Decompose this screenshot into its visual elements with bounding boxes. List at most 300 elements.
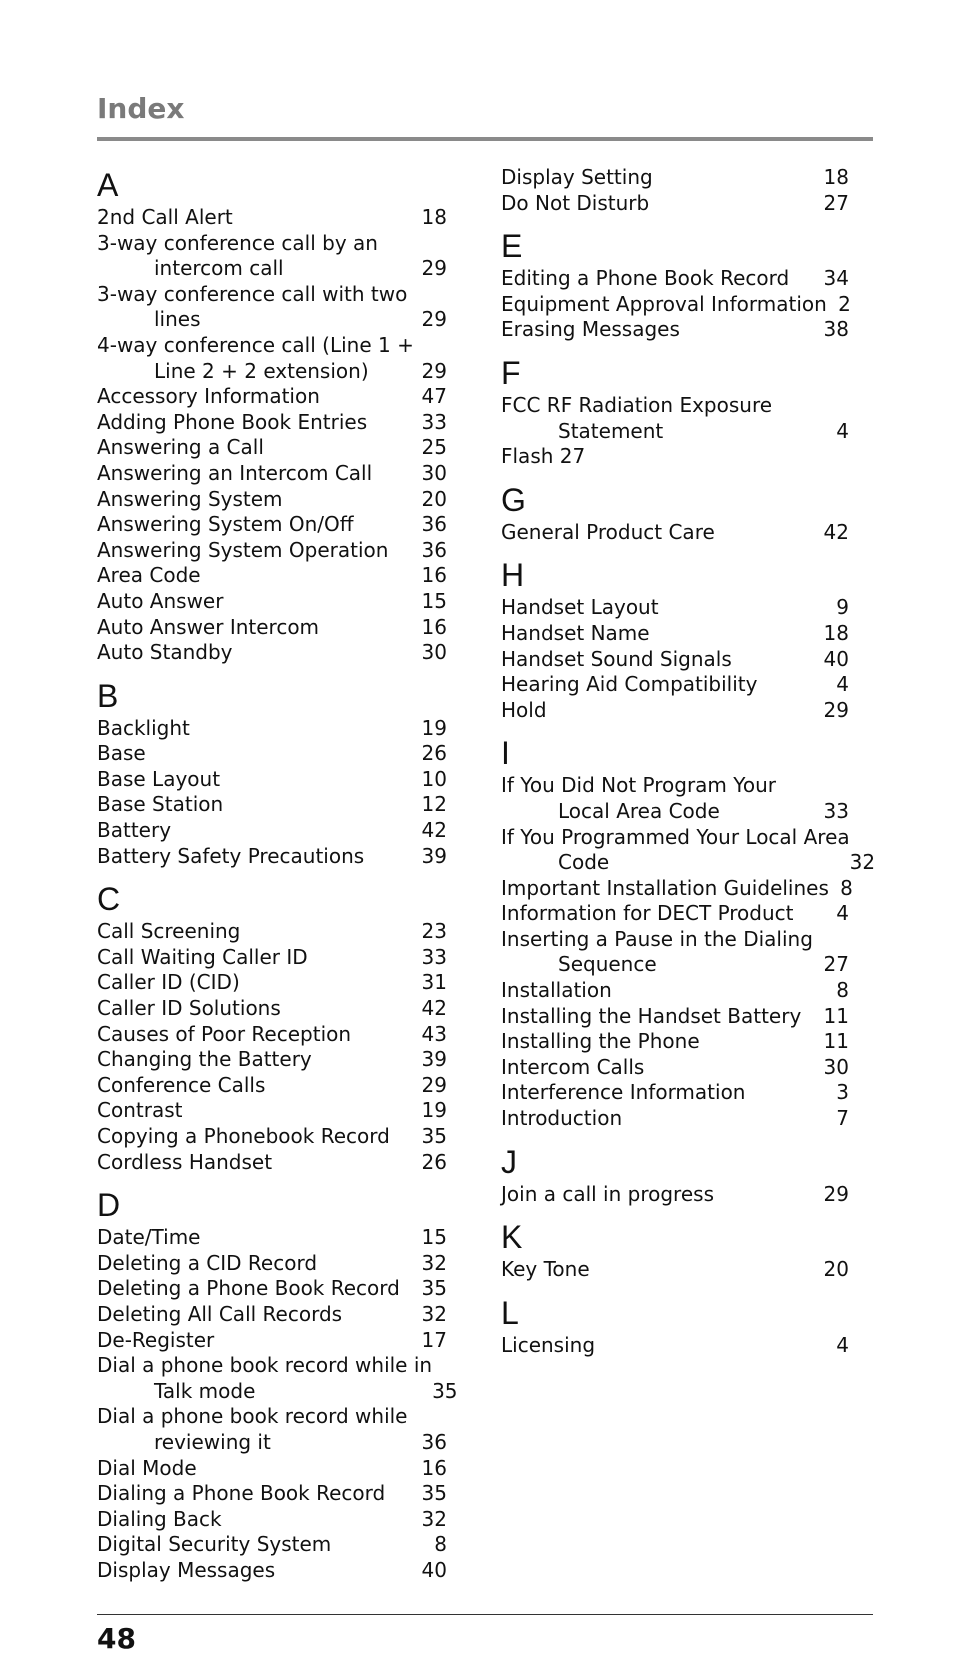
section-letter: J <box>501 1143 517 1180</box>
entry-term-text: Battery Safety Precautions <box>97 843 365 868</box>
entry-term <box>501 1106 622 1132</box>
entry-term <box>97 1098 182 1124</box>
index-entry <box>97 333 447 384</box>
entry-page-number: 35 <box>421 1481 447 1506</box>
entry-term-text: Dialing Back <box>97 1506 222 1531</box>
entry-page-number: 32 <box>421 1301 447 1326</box>
entry-term <box>97 1124 390 1150</box>
entry-page-number: 20 <box>421 486 447 511</box>
entry-term <box>501 672 757 698</box>
index-entry <box>97 767 447 793</box>
index-entry <box>97 1456 447 1482</box>
index-entry <box>501 901 849 927</box>
entry-term <box>501 698 547 724</box>
entry-term <box>501 444 585 470</box>
section-letter: B <box>97 677 119 714</box>
entry-page-number: 16 <box>421 614 447 639</box>
index-entry <box>501 1333 849 1359</box>
entry-term-text: Date/Time <box>97 1225 201 1250</box>
entry-term-text: Battery <box>97 818 172 843</box>
entry-term-text: FCC RF Radiation Exposure <box>501 392 773 417</box>
entry-page-number: 18 <box>421 205 447 229</box>
index-entry <box>97 1022 447 1048</box>
entry-term-text: Flash 27 <box>501 444 586 469</box>
entry-page-number: 10 <box>421 766 447 791</box>
entry-term-continuation: lines <box>154 307 201 332</box>
entry-term <box>97 844 364 870</box>
entry-page-number: 33 <box>823 798 849 823</box>
entry-term-text: Hold <box>501 697 547 722</box>
index-section <box>501 1142 849 1208</box>
index-entry <box>97 919 447 945</box>
entry-term <box>97 512 354 538</box>
entry-term-text: Do Not Disturb <box>501 190 650 215</box>
entry-term <box>97 333 414 384</box>
entry-term <box>501 825 850 876</box>
entry-page-number: 42 <box>421 996 447 1021</box>
entry-term-text: Auto Answer Intercom <box>97 614 320 639</box>
entry-term-text: Changing the Battery <box>97 1047 312 1072</box>
entry-page-number: 15 <box>421 588 447 613</box>
index-entry <box>501 1055 849 1081</box>
entry-term-continuation: Sequence <box>558 952 657 977</box>
entry-term <box>97 615 319 641</box>
entry-term-text: Causes of Poor Reception <box>97 1021 352 1046</box>
entry-term <box>97 435 264 461</box>
entry-term <box>97 538 388 564</box>
entry-term <box>501 1029 700 1055</box>
index-entry <box>97 538 447 564</box>
entry-term-text: If You Did Not Program Your <box>501 773 776 798</box>
index-entry <box>501 698 849 724</box>
entry-term-text: General Product Care <box>501 519 715 544</box>
entry-term <box>97 996 281 1022</box>
index-section <box>501 353 849 470</box>
entry-term <box>501 266 789 292</box>
index-entry <box>97 461 447 487</box>
index-entry <box>501 292 849 318</box>
entry-page-number: 39 <box>421 1047 447 1072</box>
entry-page-number: 43 <box>421 1021 447 1046</box>
entry-page-number: 36 <box>421 512 447 537</box>
entry-term <box>501 876 829 902</box>
entry-term-text: Display Setting <box>501 165 653 189</box>
index-entry <box>97 1047 447 1073</box>
index-entry <box>97 384 447 410</box>
index-section <box>97 165 447 666</box>
entry-page-number: 26 <box>421 741 447 766</box>
index-entry <box>97 1353 458 1404</box>
index-entry <box>97 640 447 666</box>
entry-term-continuation: Statement <box>558 418 664 443</box>
entry-term <box>97 1073 265 1099</box>
entry-term-continuation: reviewing it <box>154 1429 271 1454</box>
entry-term-text: Contrast <box>97 1098 183 1123</box>
entry-term-text: Deleting a CID Record <box>97 1250 318 1275</box>
index-entry <box>501 595 849 621</box>
index-entry <box>97 996 447 1022</box>
entry-term <box>97 205 233 231</box>
index-section <box>97 676 447 870</box>
index-entry <box>97 231 447 282</box>
index-section <box>501 1217 849 1283</box>
entry-term-text: Dial a phone book record while in <box>97 1353 433 1378</box>
index-entry <box>501 647 849 673</box>
entry-page-number: 2 <box>838 291 851 316</box>
entry-page-number: 25 <box>421 435 447 460</box>
entry-term-continuation: intercom call <box>154 256 284 281</box>
entry-term <box>501 1333 595 1359</box>
entry-term <box>97 410 367 436</box>
entry-page-number: 4 <box>836 901 849 926</box>
index-entry <box>97 487 447 513</box>
index-entry <box>97 410 447 436</box>
entry-term-text: Answering an Intercom Call <box>97 460 373 485</box>
index-entry <box>97 1124 447 1150</box>
entry-term <box>501 621 650 647</box>
entry-term-text: Base Layout <box>97 766 221 791</box>
entry-page-number: 16 <box>421 563 447 588</box>
entry-page-number: 30 <box>421 460 447 485</box>
entry-term-text: Dialing a Phone Book Record <box>97 1481 386 1506</box>
index-entry <box>97 1328 447 1354</box>
entry-page-number: 32 <box>421 1250 447 1275</box>
index-entry <box>97 1251 447 1277</box>
entry-term <box>97 1022 351 1048</box>
entry-page-number: 9 <box>836 595 849 620</box>
index-section <box>501 555 849 723</box>
index-entry <box>97 589 447 615</box>
entry-term-text: 3-way conference call with two <box>97 281 408 306</box>
entry-page-number: 36 <box>421 537 447 562</box>
entry-term-text: Editing a Phone Book Record <box>501 266 790 291</box>
entry-term <box>501 317 680 343</box>
entry-page-number: 33 <box>421 409 447 434</box>
index-section <box>501 1293 849 1359</box>
entry-term-text: Introduction <box>501 1106 623 1131</box>
entry-term-text: Call Screening <box>97 919 241 944</box>
section-letter: I <box>501 735 510 772</box>
index-entry <box>501 1182 849 1208</box>
entry-page-number: 38 <box>823 317 849 342</box>
section-letter: G <box>501 481 526 518</box>
entry-term <box>97 461 372 487</box>
index-entry <box>501 317 849 343</box>
index-entry <box>501 393 849 444</box>
entry-term <box>97 767 220 793</box>
entry-term-text: Digital Security System <box>97 1532 332 1557</box>
index-entry <box>501 1257 849 1283</box>
section-letter: H <box>501 557 525 594</box>
index-entry <box>97 1098 447 1124</box>
entry-term-text: Installing the Handset Battery <box>501 1003 802 1028</box>
index-entry <box>501 927 849 978</box>
entry-term-text: Important Installation Guidelines <box>501 875 829 900</box>
entry-term-text: Base <box>97 741 146 766</box>
entry-page-number: 23 <box>421 919 447 944</box>
entry-term <box>97 1532 331 1558</box>
entry-term-text: Answering a Call <box>97 435 264 460</box>
index-entry <box>501 978 849 1004</box>
page-title: Index <box>97 92 185 125</box>
entry-page-number: 39 <box>421 843 447 868</box>
entry-page-number: 18 <box>823 165 849 189</box>
entry-page-number: 8 <box>836 978 849 1003</box>
entry-term-text: Conference Calls <box>97 1072 266 1097</box>
index-entry <box>501 1004 849 1030</box>
entry-term-text: De-Register <box>97 1327 215 1352</box>
index-entry <box>97 741 447 767</box>
entry-term <box>97 1225 201 1251</box>
entry-term-text: Interference Information <box>501 1080 746 1105</box>
entry-term <box>97 563 201 589</box>
entry-page-number: 4 <box>836 672 849 697</box>
entry-term <box>97 1456 197 1482</box>
entry-term-text: Handset Sound Signals <box>501 646 732 671</box>
entry-term <box>501 901 794 927</box>
entry-page-number: 34 <box>823 266 849 291</box>
index-entry <box>97 205 447 231</box>
entry-term <box>501 393 772 444</box>
entry-term <box>97 1481 385 1507</box>
entry-page-number: 42 <box>823 519 849 544</box>
entry-page-number: 29 <box>421 358 447 383</box>
section-letter: D <box>97 1187 121 1224</box>
entry-page-number: 4 <box>836 1332 849 1357</box>
index-entry <box>501 824 876 876</box>
entry-term <box>501 1182 714 1208</box>
index-section <box>97 1185 458 1583</box>
index-entry <box>97 792 447 818</box>
entry-page-number: 26 <box>421 1149 447 1174</box>
entry-term <box>501 1055 644 1081</box>
entry-term <box>97 970 240 996</box>
index-entry <box>97 1276 447 1302</box>
entry-term <box>501 1257 590 1283</box>
index-entry <box>501 875 853 902</box>
index-entry <box>97 1532 447 1558</box>
entry-term <box>97 945 308 971</box>
entry-term-text: Equipment Approval Information <box>501 291 827 316</box>
entry-page-number: 30 <box>823 1054 849 1079</box>
entry-page-number: 42 <box>421 818 447 843</box>
index-entry <box>97 615 447 641</box>
index-entry <box>97 1481 447 1507</box>
entry-term-text: Display Messages <box>97 1557 276 1582</box>
entry-page-number: 32 <box>849 850 876 875</box>
entry-page-number: 11 <box>823 1029 849 1054</box>
entry-term <box>501 773 776 824</box>
section-letter: E <box>501 228 523 265</box>
index-entry <box>97 435 447 461</box>
index-entry <box>97 1302 447 1328</box>
entry-page-number: 27 <box>823 190 849 215</box>
index-entry <box>501 444 849 470</box>
entry-term-text: Copying a Phonebook Record <box>97 1124 390 1148</box>
entry-term <box>97 282 407 333</box>
entry-term-text: Adding Phone Book Entries <box>97 409 368 434</box>
entry-term <box>501 292 827 318</box>
entry-term-text: 4-way conference call (Line 1 + <box>97 332 414 357</box>
entry-term <box>97 716 190 742</box>
entry-term-text: Information for DECT Product <box>501 901 794 926</box>
entry-term-text: Intercom Calls <box>501 1054 645 1079</box>
entry-term <box>97 1507 222 1533</box>
index-entry <box>97 844 447 870</box>
entry-term <box>501 191 649 217</box>
index-entry <box>97 1558 447 1584</box>
entry-term <box>501 595 659 621</box>
index-column-left <box>97 165 458 1594</box>
section-letter: F <box>501 354 521 391</box>
entry-term <box>97 741 146 767</box>
index-entry <box>501 165 849 191</box>
entry-page-number: 19 <box>421 1098 447 1123</box>
entry-page-number: 7 <box>836 1106 849 1131</box>
entry-page-number: 32 <box>421 1506 447 1531</box>
entry-term <box>97 1047 312 1073</box>
entry-page-number: 35 <box>421 1276 447 1301</box>
entry-term <box>97 818 171 844</box>
entry-page-number: 35 <box>421 1124 447 1148</box>
index-entry <box>97 1404 447 1455</box>
entry-term-text: Area Code <box>97 563 201 588</box>
index-entry <box>501 1080 849 1106</box>
entry-page-number: 20 <box>823 1257 849 1282</box>
entry-term-text: Deleting All Call Records <box>97 1301 343 1326</box>
entry-page-number: 40 <box>823 646 849 671</box>
entry-page-number: 29 <box>823 697 849 722</box>
entry-term-text: Base Station <box>97 792 224 817</box>
index-entry <box>97 1225 447 1251</box>
entry-term-text: Dial Mode <box>97 1455 197 1480</box>
index-entry <box>501 191 849 217</box>
entry-term-text: Caller ID Solutions <box>97 996 281 1021</box>
entry-page-number: 29 <box>823 1181 849 1206</box>
entry-term-text: Inserting a Pause in the Dialing <box>501 926 813 951</box>
entry-page-number: 17 <box>421 1327 447 1352</box>
entry-term <box>97 1150 272 1176</box>
entry-term <box>97 1353 432 1404</box>
entry-term-text: 3-way conference call by an <box>97 230 378 255</box>
entry-term-continuation: Talk mode <box>154 1378 256 1403</box>
entry-term-text: Licensing <box>501 1332 596 1357</box>
index-section <box>501 165 849 216</box>
index-entry <box>97 512 447 538</box>
index-column-right <box>501 165 876 1368</box>
index-entry <box>501 266 849 292</box>
index-entry <box>97 716 447 742</box>
entry-term <box>501 1080 745 1106</box>
entry-page-number: 40 <box>421 1557 447 1582</box>
entry-term-text: 2nd Call Alert <box>97 205 233 229</box>
entry-page-number: 12 <box>421 792 447 817</box>
entry-term <box>97 589 223 615</box>
entry-term-text: Cordless Handset <box>97 1149 273 1174</box>
entry-term-text: Hearing Aid Compatibility <box>501 672 758 697</box>
entry-term-continuation: Line 2 + 2 extension) <box>154 358 369 383</box>
entry-page-number: 33 <box>421 944 447 969</box>
entry-term-text: Auto Answer <box>97 588 224 613</box>
entry-term-continuation: Local Area Code <box>558 798 720 823</box>
entry-term <box>97 231 378 282</box>
entry-term <box>97 1558 275 1584</box>
entry-term <box>97 792 223 818</box>
entry-term <box>97 1251 317 1277</box>
entry-term <box>97 1404 408 1455</box>
entry-term-text: Accessory Information <box>97 384 320 409</box>
entry-term-text: Installing the Phone <box>501 1029 700 1054</box>
entry-term-text: Erasing Messages <box>501 317 680 342</box>
entry-term-text: Answering System <box>97 486 283 511</box>
entry-page-number: 36 <box>421 1429 447 1454</box>
section-letter: L <box>501 1294 519 1331</box>
entry-term <box>501 647 732 673</box>
entry-page-number: 16 <box>421 1455 447 1480</box>
index-entry <box>501 672 849 698</box>
entry-term <box>501 978 612 1004</box>
section-letter: C <box>97 881 121 918</box>
section-letter: K <box>501 1219 523 1256</box>
entry-page-number: 18 <box>823 620 849 645</box>
page-number: 48 <box>97 1622 136 1655</box>
entry-term-text: Join a call in progress <box>501 1181 714 1206</box>
entry-term-text: Answering System On/Off <box>97 512 354 537</box>
index-entry <box>97 1150 447 1176</box>
entry-term <box>97 640 233 666</box>
entry-term <box>501 165 653 191</box>
index-entry <box>97 970 447 996</box>
entry-page-number: 29 <box>421 307 447 332</box>
index-entry <box>97 945 447 971</box>
entry-term <box>501 520 715 546</box>
entry-term-text: Deleting a Phone Book Record <box>97 1276 400 1301</box>
entry-term-text: Handset Layout <box>501 595 659 620</box>
entry-term <box>97 487 283 513</box>
index-entry <box>501 1029 849 1055</box>
entry-page-number: 29 <box>421 1072 447 1097</box>
entry-term-text: Key Tone <box>501 1257 590 1282</box>
index-entry <box>501 773 849 824</box>
section-letter: A <box>97 167 119 203</box>
entry-page-number: 35 <box>432 1378 458 1403</box>
entry-term-text: Call Waiting Caller ID <box>97 944 308 969</box>
entry-page-number: 47 <box>421 384 447 409</box>
index-entry <box>97 1507 447 1533</box>
index-entry <box>501 1106 849 1132</box>
entry-term-text: If You Programmed Your Local Area <box>501 824 850 849</box>
entry-page-number: 8 <box>434 1532 447 1557</box>
entry-term <box>97 1276 400 1302</box>
entry-term-text: Backlight <box>97 715 190 740</box>
header-divider <box>97 137 873 141</box>
entry-term-text: Caller ID (CID) <box>97 970 240 995</box>
entry-term-text: Installation <box>501 978 612 1003</box>
entry-term-text: Dial a phone book record while <box>97 1404 408 1429</box>
entry-term <box>501 927 813 978</box>
index-section <box>501 733 876 1131</box>
entry-page-number: 8 <box>840 875 853 900</box>
index-entry <box>97 1073 447 1099</box>
entry-term-continuation: Code <box>558 850 610 875</box>
entry-page-number: 15 <box>421 1225 447 1250</box>
entry-page-number: 27 <box>823 952 849 977</box>
index-entry <box>97 282 447 333</box>
entry-page-number: 30 <box>421 640 447 665</box>
entry-term <box>97 1302 342 1328</box>
index-section <box>501 226 849 343</box>
entry-page-number: 29 <box>421 256 447 281</box>
